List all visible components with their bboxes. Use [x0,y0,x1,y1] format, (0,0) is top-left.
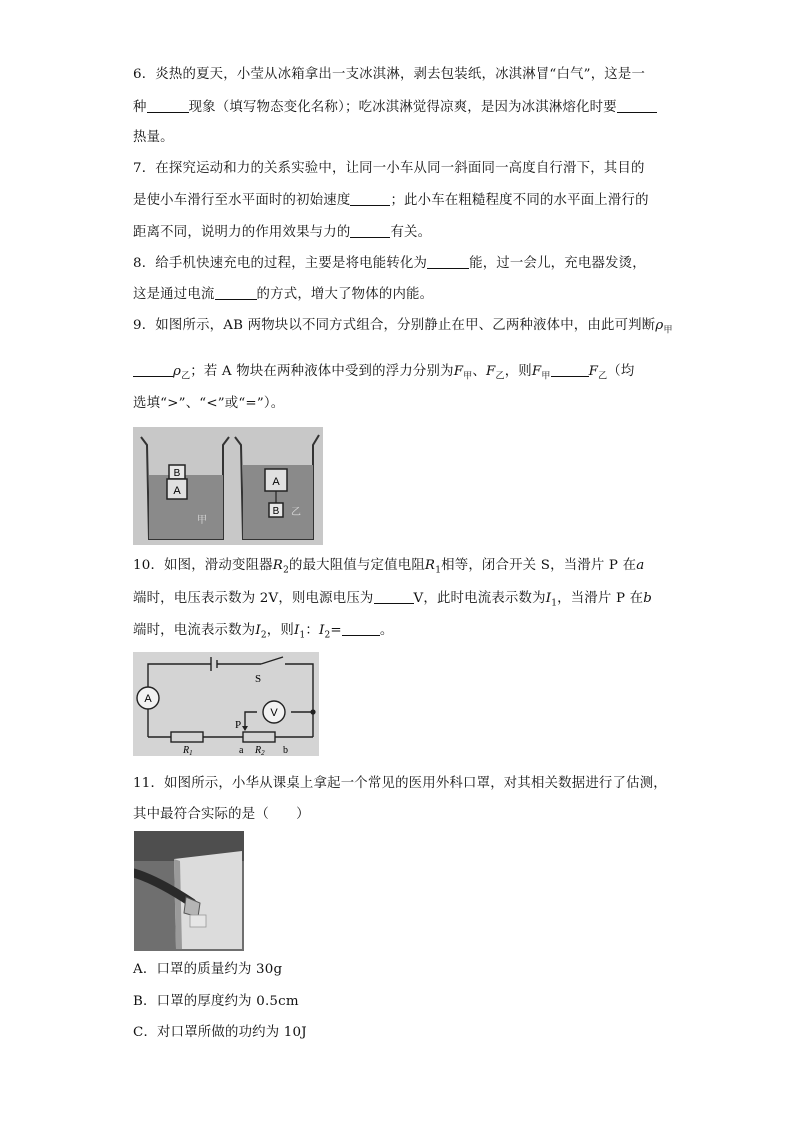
q9-F: F [453,364,464,379]
q11-option-a[interactable]: A．口罩的质量约为 30g [133,962,283,977]
q9-F: F [486,364,496,379]
q8-text: 的方式，增大了物体的内能。 [256,287,434,302]
q10-text: ，则 [266,623,294,638]
q10-sub: 2 [324,630,331,641]
q6-blank-1[interactable] [147,98,189,113]
q9-line-3: 选填“>”、“<”或“=”）。 [133,396,285,411]
q9-text: 、 [472,364,486,379]
q7-blank-2[interactable] [350,223,390,238]
q10-b: b [643,591,652,606]
q8-line-2 [133,285,433,304]
voltmeter-label: V [270,707,278,719]
q10-text: 端时，电流表示数为 [133,623,256,638]
end-b-label: b [283,745,288,756]
q10-blank-2[interactable] [342,621,380,636]
q9-line-1 [133,317,673,340]
q10-I: I [318,623,325,638]
q10-I: I [293,623,300,638]
q8-text: 能，过一会儿，充电器发烫， [469,256,646,271]
q10-text: 。 [379,623,394,638]
q9-rho: ρ [173,364,182,379]
ammeter-label: A [144,693,152,705]
q10-I: I [255,623,261,638]
q9-rho: ρ [655,318,664,333]
q9-sub: 甲 [663,325,673,336]
q9-text: 9．如图所示，AB 两物块以不同方式组合，分别静止在甲、乙两种液体中，由此可判断 [133,318,656,333]
q10-text: 10．如图，滑动变阻器 [133,558,273,573]
q9-text: （均 [607,364,635,379]
q10-text: 端时，电压表示数为 2V，则电源电压为 [133,591,374,606]
q10-R: R [424,558,436,573]
label-jia: 甲 [197,515,207,526]
q6-text: 现象（填写物态变化名称）；吃冰淇淋觉得凉爽，是因为冰淇淋熔化时要 [188,100,617,115]
q6-line-3: 热量。 [133,130,174,145]
label-a: A [173,485,181,497]
q9-sub: 乙 [598,371,608,382]
q11-option-b[interactable]: B．口罩的厚度约为 0.5cm [133,994,299,1009]
q10-sub: 2 [283,565,289,576]
q10-sub: 1 [435,565,442,576]
q10-line-1 [133,557,644,580]
q7-line-3 [133,223,431,242]
q7-text: ；此小车在粗糙程度不同的水平面上滑行的 [390,193,649,208]
q10-sub: 1 [551,598,558,609]
q8-blank-1[interactable] [427,254,469,269]
q10-text: 的最大阻值与定值电阻 [289,558,425,573]
q9-text: ；若 A 物块在两种液体中受到的浮力分别为 [190,364,454,379]
slider-label: P [235,719,242,731]
q9-F: F [588,364,599,379]
q10-text: V，此时电流表示数为 [413,591,546,606]
q9-line-2 [133,362,634,386]
q7-line-1: 7．在探究运动和力的关系实验中，让同一小车从同一斜面同一高度自行滑下，其目的 [133,161,645,176]
q11-line-2: 其中最符合实际的是（ ） [133,807,310,822]
q6-line-1: 6．炎热的夏天，小莹从冰箱拿出一支冰淇淋，剥去包装纸，冰淇淋冒“白气”，这是一 [133,67,646,82]
q10-sub: 1 [299,630,306,641]
q10-figure-circuit [133,652,319,756]
label-yi: 乙 [291,507,301,518]
q8-text: 8．给手机快速充电的过程，主要是将电能转化为 [133,256,428,271]
q10-line-3 [133,621,393,645]
q10-R: R [272,558,284,573]
r1-label: $R_1$ [183,745,193,756]
q7-line-2 [133,191,649,210]
q10-line-2 [133,589,652,613]
q9-figure-beakers [133,427,323,545]
q10-blank-1[interactable] [374,589,414,604]
q10-text: = [330,623,342,638]
q9-sub: 甲 [463,371,473,382]
q9-blank-1[interactable] [133,362,173,377]
q7-text: 是使小车滑行至水平面时的初始速度 [133,193,351,208]
q9-F: F [531,364,542,379]
q9-blank-2[interactable] [551,362,589,377]
q9-sub: 甲 [541,371,551,382]
q6-text: 种 [133,100,147,115]
label-a: A [272,476,280,488]
q6-blank-2[interactable] [617,98,657,113]
q10-text: ，当滑片 P 在 [557,591,644,606]
q11-figure-photo [134,831,244,951]
label-b: B [173,468,181,479]
q7-text: 有关。 [390,225,432,240]
r2-label: $R_2$ [255,745,265,756]
q6-line-2 [133,98,657,117]
q9-sub: 乙 [495,371,505,382]
q8-blank-2[interactable] [215,285,257,300]
q11-line-1: 11．如图所示，小华从课桌上拿起一个常见的医用外科口罩，对其相关数据进行了估测， [133,776,667,791]
switch-label: S [255,673,262,685]
q11-option-c[interactable]: C．对口罩所做的功约为 10J [133,1025,307,1040]
q8-text: 这是通过电流 [133,287,215,302]
end-a-label: a [239,745,244,756]
q10-sub: 2 [260,630,267,641]
q10-a: a [636,558,645,573]
q7-text: 距离不同，说明力的作用效果与力的 [133,225,351,240]
q10-I: I [545,591,552,606]
q8-line-1 [133,254,646,273]
q7-blank-1[interactable] [350,191,390,206]
q10-text: 相等，闭合开关 S，当滑片 P 在 [441,558,637,573]
label-b: B [272,506,280,517]
q9-sub: 乙 [181,371,191,382]
q10-text: ： [305,623,319,638]
q9-text: ，则 [504,364,532,379]
